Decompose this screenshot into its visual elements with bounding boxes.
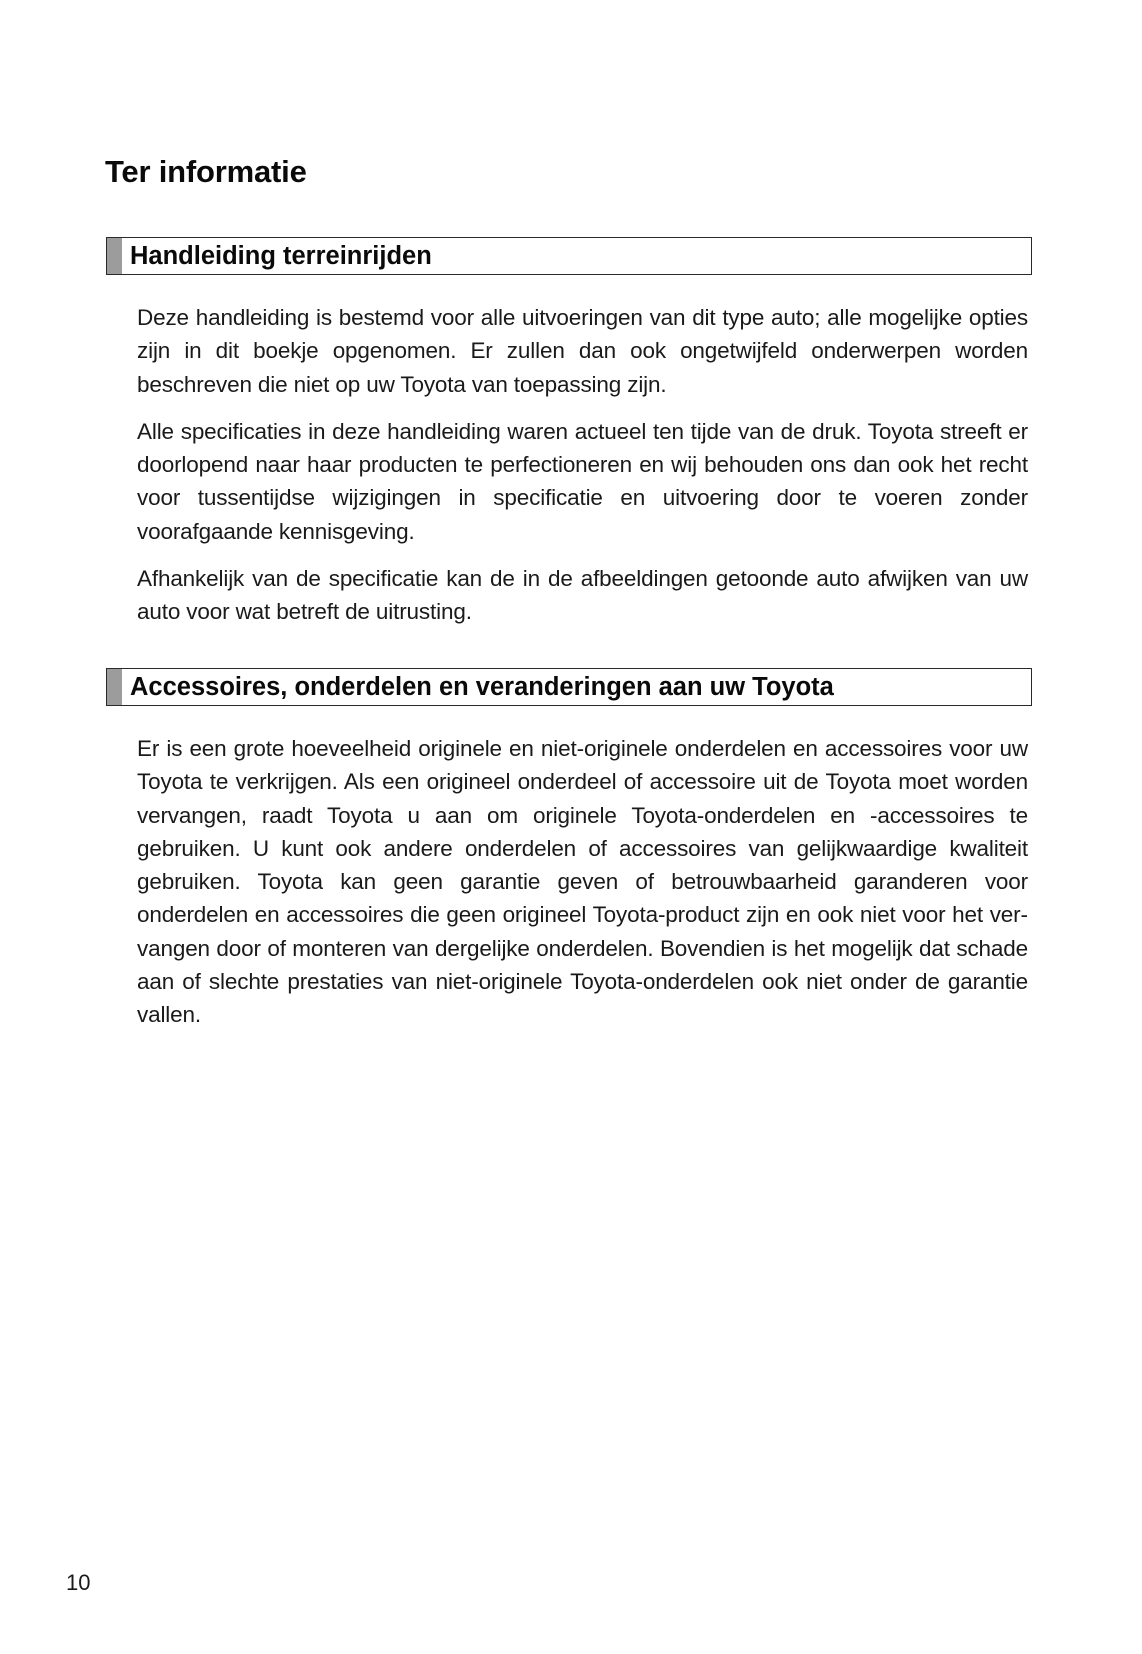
section-heading-box-handleiding (106, 237, 1032, 275)
section-heading: Accessoires, onderdelen en veranderingen aan uw Toyota (130, 673, 834, 701)
paragraph: Afhankelijk van de specificatie kan de in de afbeeldingen getoonde auto afwijken van uw auto voor wat betreft de uitrusting. (137, 566, 1028, 625)
page-title: Ter informatie (105, 154, 307, 189)
paragraph: Deze handleiding is bestemd voor alle uitvoeringen van dit type auto; alle mogelijke opties zijn in dit boekje opgenomen. Er zullen dan ook ongetwijfeld onderwerpen worden beschreven die niet op uw Toyota van toepassing zijn. (137, 305, 1028, 397)
section-marker-bar (107, 669, 122, 705)
section-body-accessoires (137, 732, 1028, 1046)
page-number: 10 (66, 1570, 91, 1595)
section-marker-bar (107, 238, 122, 274)
paragraph: Er is een grote hoeveelheid originele en niet-originele onderdelen en accessoires voor uw Toyota te verkrijgen. Als een origineel onderdeel of accessoire uit de Toyota moet worden vervangen, raadt Toyota u aan om originele Toyota-onderdelen en -accessoires te gebruiken. U kunt ook andere onderdelen of accessoires van gelijkwaardige kwaliteit gebruiken. Toyota kan geen garantie geven of betrouwbaarheid garanderen voor onderdelen en accessoires die geen origineel Toyota-product zijn en ook niet voor het vervangen door of monteren van dergelijke onderdelen. Bovendien is het mogelijk dat schade aan of slechte prestaties van niet-originele Toyota-onderdelen ook niet onder de garantie vallen. (137, 736, 1028, 1028)
section-heading-box-accessoires (106, 668, 1032, 706)
section-heading: Handleiding terreinrijden (130, 242, 432, 270)
paragraph: Alle specificaties in deze handleiding waren actueel ten tijde van de druk. Toyota streeft er doorlopend naar haar producten te perfectioneren en wij behouden ons dan ook het recht voor tussentijdse wijzigingen in specificatie en uitvoering door te voeren zonder voorafgaande kennisgeving. (137, 418, 1028, 544)
section-body-handleiding (137, 301, 1028, 643)
